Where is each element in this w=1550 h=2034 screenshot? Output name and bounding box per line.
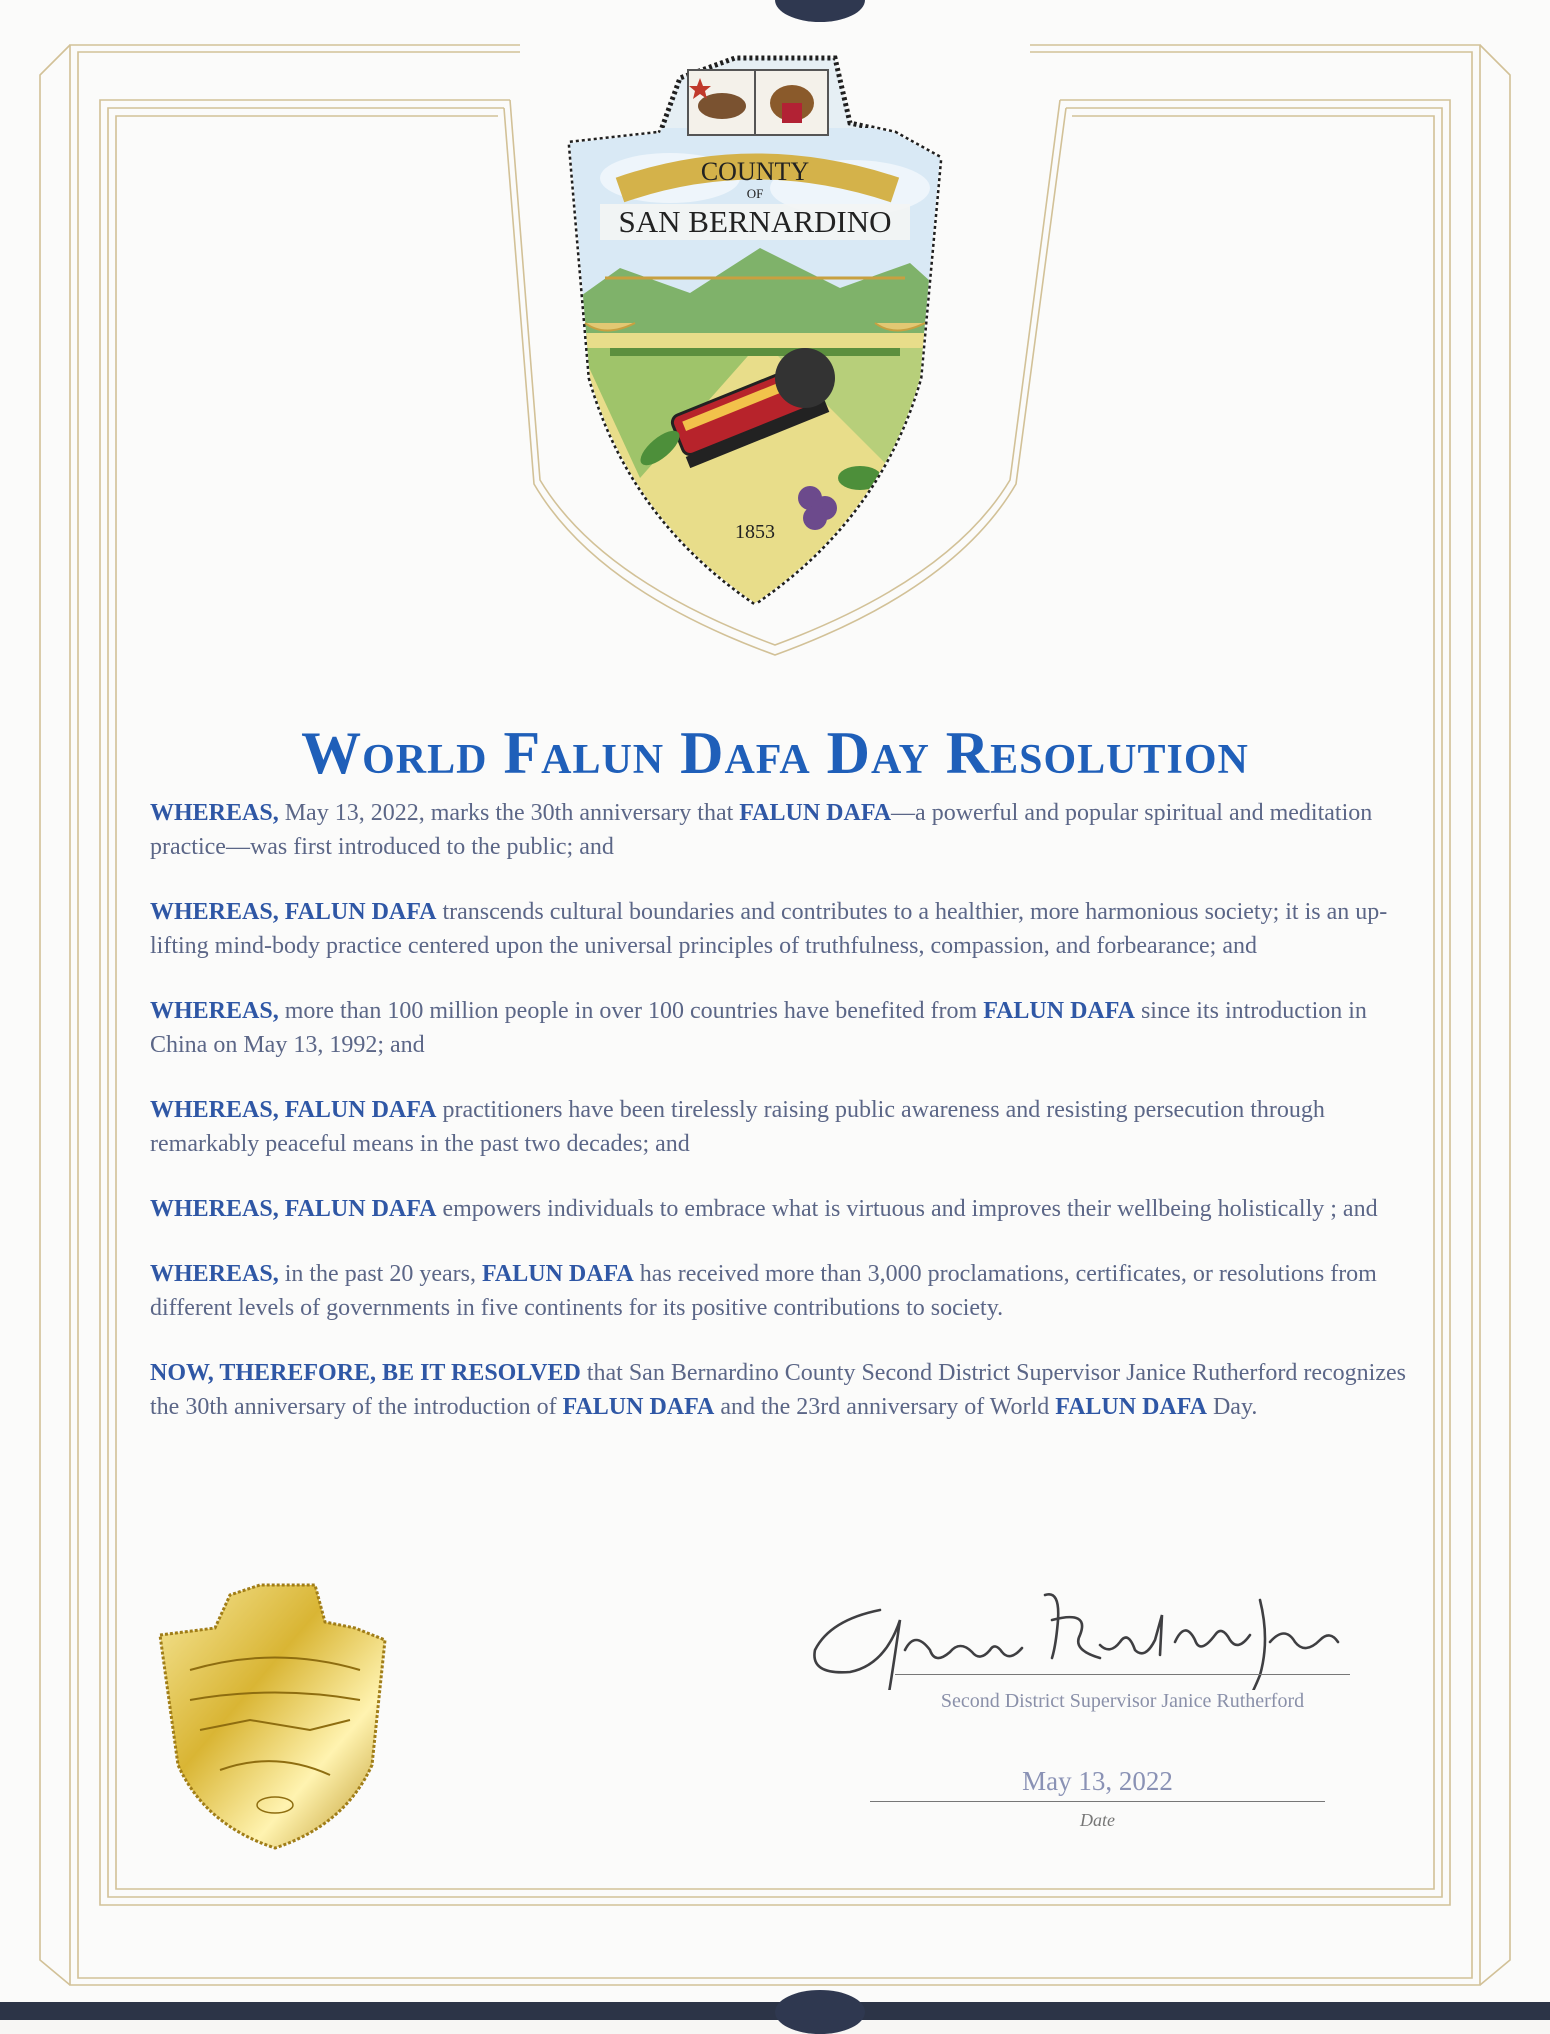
body-text: more than 100 million people in over 100 countries have benefited from [278,998,984,1024]
emphasis-text: WHEREAS, FALUN DAFA [150,1196,437,1222]
paragraph [150,796,1430,864]
emphasis-text: WHEREAS, FALUN DAFA [150,1097,437,1123]
body-text: in the past 20 years, [278,1261,482,1287]
emphasis-text: NOW, THEREFORE, BE IT RESOLVED [150,1360,581,1386]
signed-date: May 13, 2022 [1022,1766,1173,1796]
seal-line-2: OF [746,186,764,201]
seal-line-1: COUNTY [700,157,810,186]
body-text: has received more than 3,000 proclamations, certificates, or resolutions from different levels of governments in five continents for its positive contributions to society. [150,1261,1377,1321]
body-text: and the 23rd anniversary of World [714,1394,1056,1420]
emphasis-text: FALUN DAFA [1055,1394,1207,1420]
seal-line-3: SAN BERNARDINO [618,204,892,239]
signature-block [790,1580,1350,1860]
emphasis-text: FALUN DAFA [983,998,1135,1024]
body-text: since its introduction in China on May 13, 1992; and [150,998,1367,1058]
emphasis-text: FALUN DAFA [482,1261,634,1287]
gold-embossed-seal [150,1580,400,1850]
county-seal [550,48,960,648]
resolution-body [150,796,1430,1455]
seal-year: 1853 [735,521,775,543]
paragraph [150,1192,1430,1226]
body-text: —a powerful and popular spiritual and meditation practice—was first introduced to the public; and [150,800,1373,860]
document-title: World Falun Dafa Day Resolution [301,720,1249,787]
signatory-caption: Second District Supervisor Janice Rutherford [940,1690,1305,1712]
emphasis-text: WHEREAS, [150,1261,279,1287]
body-text: that San Bernardino County Second District Supervisor Janice Rutherford recognizes the 30th anniversary of the introduction of [150,1360,1406,1420]
date-line [870,1801,1325,1802]
signature-line [895,1674,1350,1675]
emphasis-text: WHEREAS, FALUN DAFA [150,899,437,925]
date-label: Date [1080,1810,1115,1830]
paragraph [150,994,1430,1062]
emphasis-text: WHEREAS, [150,998,279,1024]
body-text: transcends cultural boundaries and contributes to a healthier, more harmonious society; it is an up-lifting mind-body practice centered upon the universal principles of truthfulness, compassion, and forbearance; and [150,899,1388,959]
paragraph [150,1093,1430,1161]
paragraph [150,1356,1430,1424]
emphasis-text: WHEREAS, [150,800,279,826]
body-text: Day. [1206,1394,1258,1420]
paragraph [150,895,1430,963]
paragraph [150,1257,1430,1325]
body-text: empowers individuals to embrace what is virtuous and improves their wellbeing holistically ; and [436,1196,1378,1222]
emphasis-text: FALUN DAFA [739,800,892,826]
emphasis-text: FALUN DAFA [562,1394,715,1420]
binder-clip-bottom [775,1990,865,2034]
body-text: practitioners have been tirelessly raising public awareness and resisting persecution through remarkably peaceful means in the past two decades; and [150,1097,1325,1157]
body-text: May 13, 2022, marks the 30th anniversary that [278,800,740,826]
